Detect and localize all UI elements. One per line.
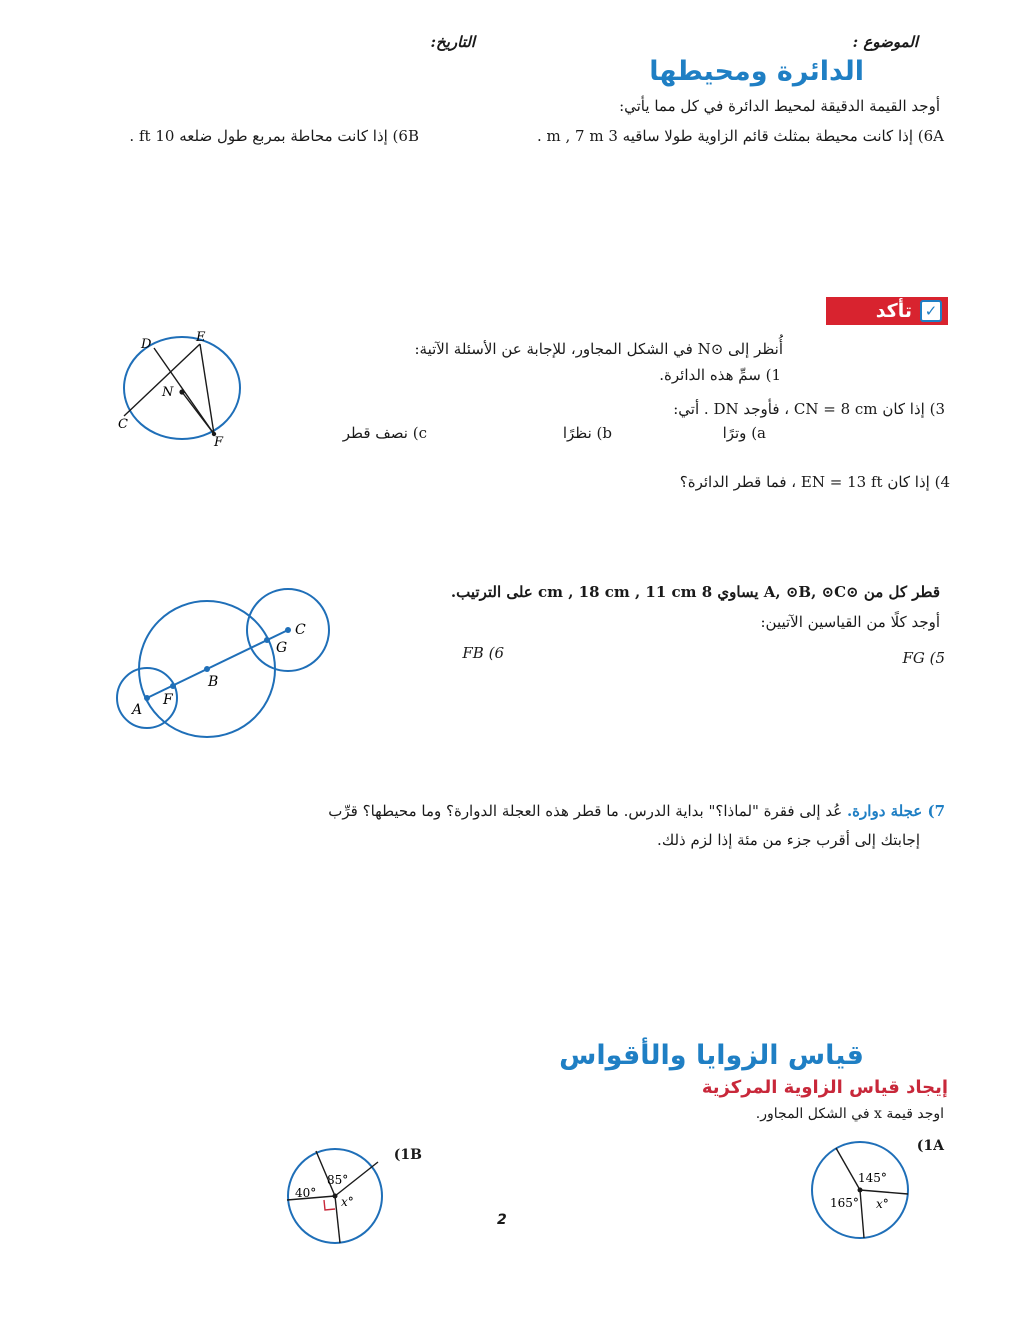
- question-5: 5) FG: [902, 649, 945, 667]
- question-3a: a) وترًا: [722, 424, 766, 442]
- question-6a: 6A) إذا كانت محيطة بمثلث قائم الزاوية طولا ساقيه 3 m , 7 m .: [536, 127, 944, 145]
- angle-85: 85°: [327, 1173, 349, 1187]
- angle-40: 40°: [295, 1186, 317, 1200]
- instruction-text: أوجد القيمة الدقيقة لمحيط الدائرة في كل مما يأتي:: [619, 97, 940, 115]
- question-7-topic: 7) عجلة دوارة.: [846, 802, 945, 820]
- label-e: E: [196, 330, 206, 345]
- circle-n-figure: [112, 330, 252, 450]
- question-7: [328, 802, 945, 820]
- label-n: N: [162, 385, 174, 400]
- lesson2-subtitle: إيجاد قياس الزاوية المركزية: [701, 1077, 948, 1098]
- label-f: F: [214, 435, 224, 450]
- checkmark-icon: ✓: [920, 300, 942, 322]
- date-label: التاريخ:: [430, 33, 475, 51]
- circles-intro: قطر كل من ⊙A, ⊙B, ⊙C يساوي 8 cm , 18 cm , 11 cm على الترتيب.: [450, 583, 940, 601]
- example-1b-figure: [282, 1146, 392, 1256]
- question-6: 6) FB: [462, 644, 504, 662]
- lesson-title: الدائرة ومحيطها: [649, 56, 864, 87]
- question-1: 1) سمِّ هذه الدائرة.: [659, 366, 781, 384]
- question-6b: 6B) إذا كانت محاطة بمربع طول ضلعه 10 ft .: [129, 127, 419, 145]
- label-b: B: [208, 674, 219, 690]
- label-f2: F: [163, 692, 173, 708]
- question-4: 4) إذا كان EN = 13 ft ، فما قطر الدائرة؟: [679, 473, 950, 491]
- subject-label: الموضوع :: [852, 33, 918, 51]
- label-d: D: [141, 337, 152, 352]
- check-badge-label: تأكد: [875, 300, 912, 322]
- label-a: A: [132, 702, 143, 718]
- lesson2-instruction: اوجد قيمة x في الشكل المجاور.: [755, 1106, 944, 1122]
- example-1a-label: 1A): [916, 1138, 944, 1154]
- question-7-line2: إجابتك إلى أقرب جزء من مئة إذا لزم ذلك.: [657, 831, 920, 849]
- circles-instruction: أوجد كلًا من القياسين الآتيين:: [760, 613, 940, 631]
- label-c: C: [118, 417, 128, 432]
- circles-abc-figure: [110, 588, 340, 748]
- angle-145: 145°: [858, 1171, 887, 1185]
- check-badge: [826, 297, 948, 325]
- check-intro: أُنظر إلى ⊙N في الشكل المجاور، للإجابة عن الأسئلة الآتية:: [414, 340, 783, 358]
- question-3: 3) إذا كان CN = 8 cm ، فأوجد DN . أتي:: [673, 400, 945, 418]
- lesson2-title: قياس الزوايا والأقواس: [559, 1040, 864, 1071]
- question-3c: c) نصف قطر: [342, 424, 427, 442]
- angle-x-1b: x°: [341, 1195, 354, 1209]
- label-g: G: [276, 640, 288, 656]
- example-1a-figure: [808, 1138, 918, 1248]
- angle-165: 165°: [830, 1196, 859, 1210]
- question-7-text: عُد إلى فقرة "لماذا؟" بداية الدرس. ما قطر هذه العجلة الدوارة؟ وما محيطها؟ قرِّب: [328, 802, 843, 820]
- label-c2: C: [295, 622, 306, 638]
- example-1b-label: 1B): [393, 1147, 422, 1163]
- question-3b: b) نظرًا: [562, 424, 612, 442]
- page-number: 2: [497, 1212, 507, 1228]
- angle-x-1a: x°: [876, 1197, 889, 1211]
